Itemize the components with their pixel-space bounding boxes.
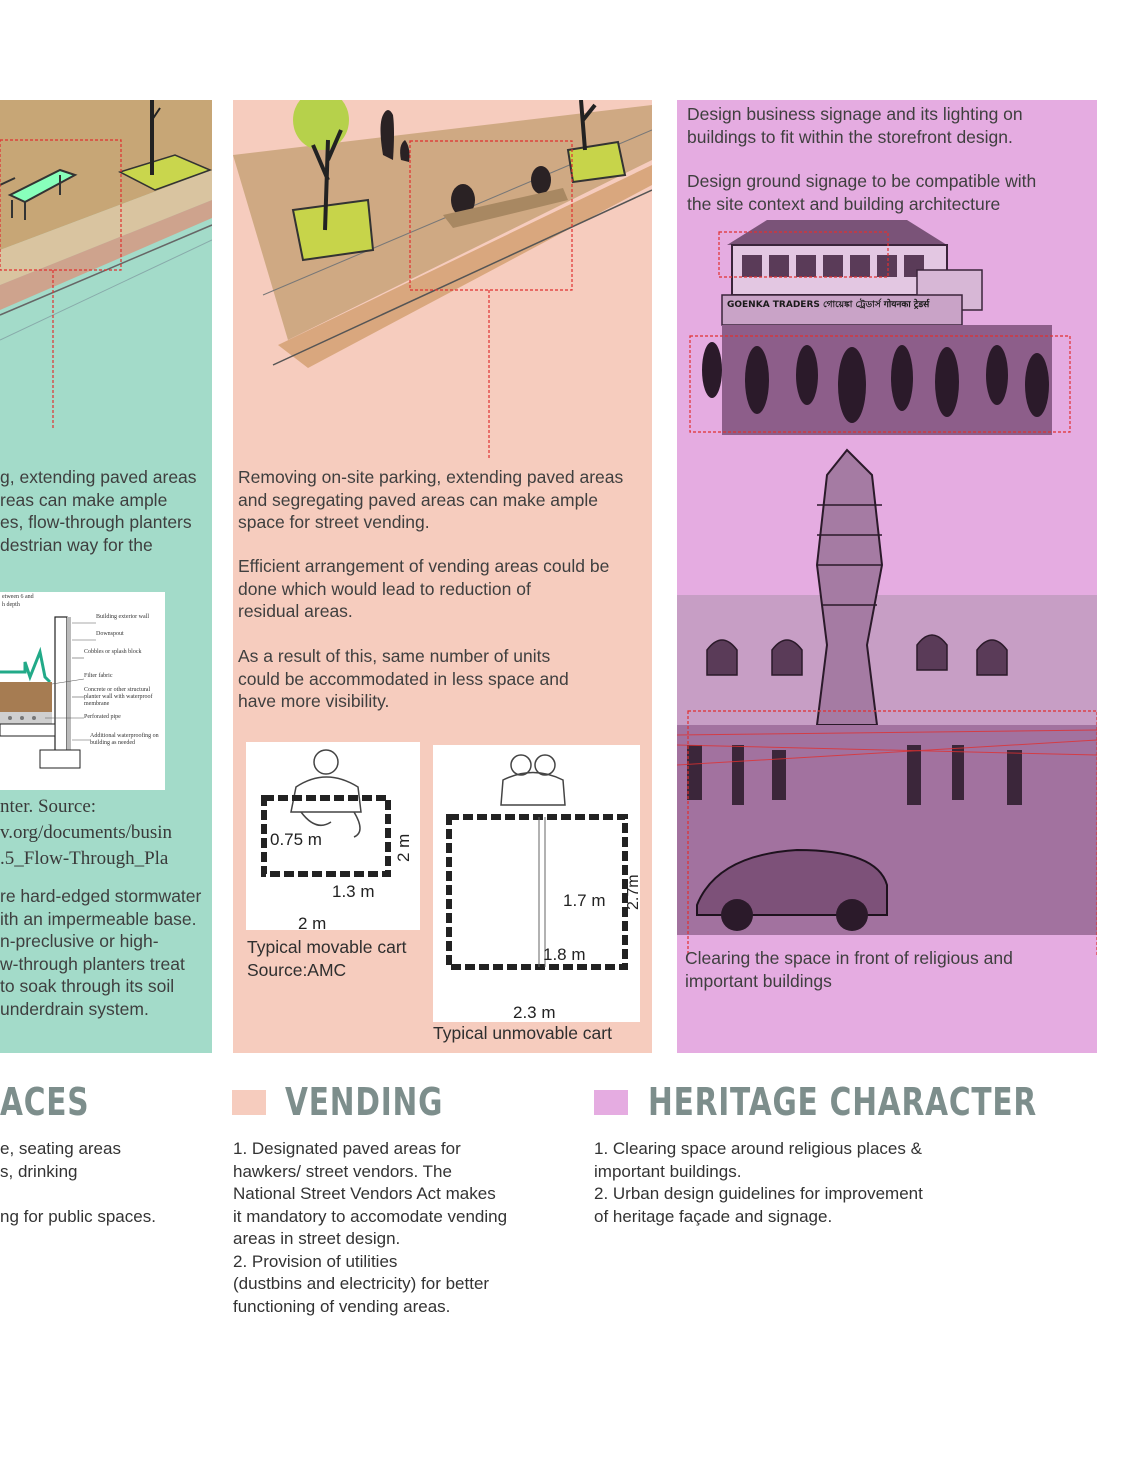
vending-paragraph-3: As a result of this, same number of units could be accommodated in less space and have more visibility. [238, 646, 569, 711]
public-spaces-list: e, seating areas s, drinking ng for public spaces. [0, 1139, 156, 1226]
dim-height: 2.7m [625, 874, 642, 910]
heritage-color-swatch [594, 1090, 628, 1115]
section-heading: HERITAGE CHARACTER [648, 1080, 1038, 1124]
dim-width: 2 m [298, 914, 327, 933]
section-heading: ACES [0, 1080, 90, 1124]
storefront-sign: GOENKA TRADERS গোয়েঙ্কা ট্রেডার্স गोयनका ट्रेडर्स [727, 300, 930, 310]
heritage-caption: Clearing the space in front of religious and important buildings [685, 948, 1013, 991]
dim-depth: 0.75 m [270, 830, 322, 849]
dim-depth: 1.7 m [563, 891, 606, 910]
dim-height: 2 m [394, 833, 413, 862]
storefront-sketch [677, 210, 1097, 440]
vending-paragraph-1: Removing on-site parking, extending paved areas and segregating paved areas can make ample space for street vending. [238, 467, 624, 532]
unmovable-cart-caption: Typical unmovable cart [433, 1023, 612, 1043]
unmovable-cart-diagram [433, 745, 640, 1022]
public-spaces-section [0, 1080, 115, 1124]
planter-street-sketch [0, 100, 212, 430]
source-citation: nter. Source: v.org/documents/busin .5_Flow-Through_Pla [0, 796, 173, 869]
heritage-section [648, 1080, 1121, 1124]
green-paragraph-2: re hard-edged stormwater ith an impermeable base. n-preclusive or high- w-through planters treat to soak through its soil underdrain system. [0, 886, 202, 1019]
vending-panel [233, 100, 652, 1053]
vending-section [285, 1080, 488, 1124]
dim-width: 2.3 m [513, 1003, 556, 1022]
movable-cart-diagram [246, 742, 420, 933]
dim-length: 1.8 m [543, 945, 586, 964]
vending-list: 1. Designated paved areas for hawkers/ street vendors. The National Street Vendors Act makes it mandatory to accomodate vending areas in street design. 2. Provision of utilities (dustbins and electricity) for better functioning of vending areas. [233, 1139, 508, 1316]
vending-color-swatch [232, 1090, 266, 1115]
vending-paragraph-2: Efficient arrangement of vending areas could be done which would lead to reduction of residual areas. [238, 556, 610, 621]
planter-section-diagram: etween 6 and h depth Building exterior wall Downspout Cobbles or splash block Filter fabric Concrete or other structural planter wall with waterproof membrane Perforated pipe Additional waterproofing on building as needed [0, 592, 165, 790]
diagram-labels: Building exterior wall Downspout Cobbles or splash block Filter fabric Concrete or other structural planter wall with waterproof membrane Perforated pipe Additional waterproofing on building as needed [84, 614, 159, 746]
mosque-sketch [677, 445, 1097, 955]
vending-street-sketch [233, 100, 652, 460]
dim-length: 1.3 m [332, 882, 375, 901]
heritage-paragraph-2: Design ground signage to be compatible with the site context and building architecture [687, 171, 1037, 214]
heritage-list: 1. Clearing space around religious places & important buildings. 2. Urban design guidelines for improvement of heritage façade and signage. [594, 1139, 923, 1226]
heritage-paragraph-1: Design business signage and its lighting on buildings to fit within the storefront design. [687, 104, 1023, 147]
movable-cart-caption: Typical movable cart Source:AMC [247, 937, 407, 980]
heritage-panel [677, 100, 1097, 1053]
section-heading: VENDING [285, 1080, 444, 1124]
public-spaces-panel [0, 100, 212, 1053]
green-paragraph: g, extending paved areas reas can make ample es, flow-through planters destrian way for the [0, 467, 197, 555]
